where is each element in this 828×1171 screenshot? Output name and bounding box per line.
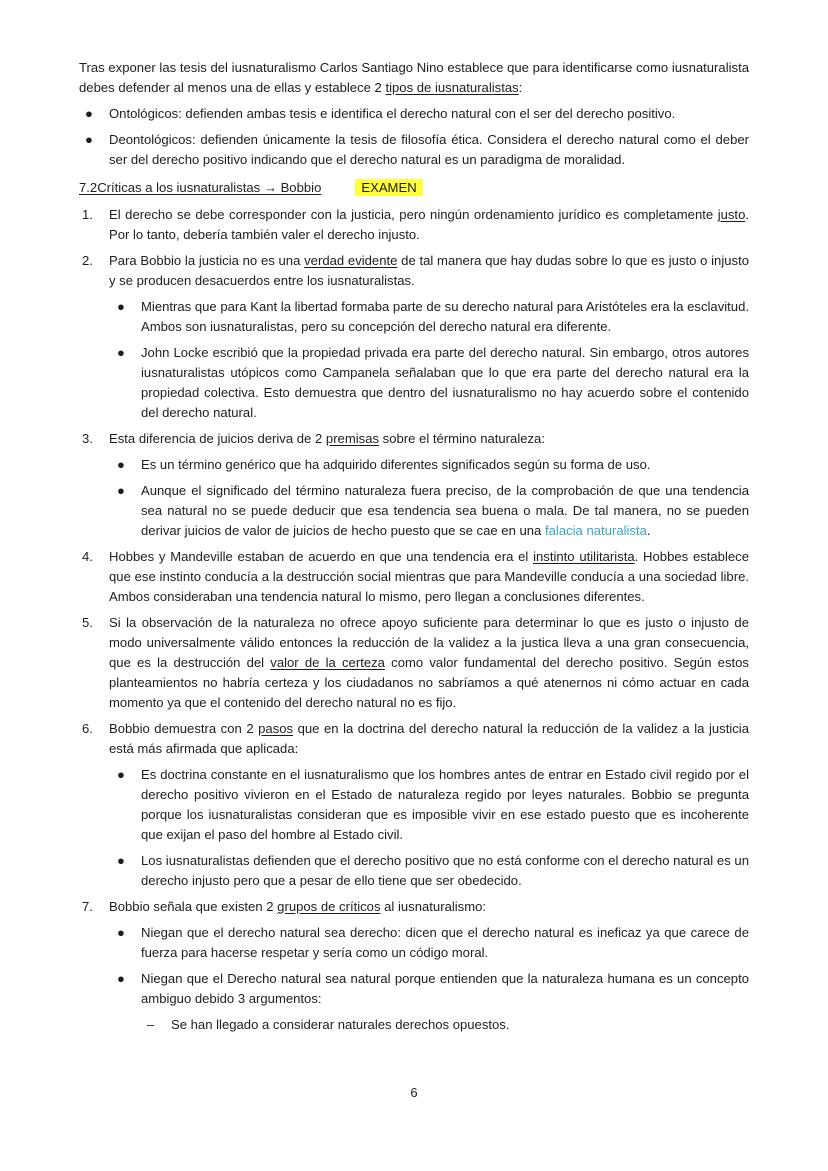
dash-text: Se han llegado a considerar naturales derechos opuestos. [171,1017,510,1032]
sub-bullet-item [79,481,749,541]
list-item-7 [79,897,749,917]
item-text: . Hobbes establece que ese instinto conducía a la destrucción social mientras que para Mandeville conducía a una sociedad libre. Ambos consideraban una tendencia natural lo mismo, pero llegan a conclusiones diferentes. [109,549,749,604]
list-item-2 [79,251,749,291]
item-underlined: verdad evidente [304,253,398,268]
document-page [79,58,749,1035]
list-item-5 [79,613,749,713]
sub-bullet-item [79,851,749,891]
list-item-1 [79,205,749,245]
dash-item [79,1015,749,1035]
item-text: sobre el término naturaleza: [379,431,545,446]
sub-bullet-item [79,969,749,1009]
exam-highlight-badge: EXAMEN [355,179,422,196]
item-text: Bobbio demuestra con 2 [109,721,259,736]
item-text: Bobbio señala que existen 2 [109,899,278,914]
list-number: 5. [82,615,93,630]
section-heading [79,178,749,198]
item-underlined: premisas [325,431,380,446]
list-number: 6. [82,721,93,736]
item-underlined: justo [717,207,746,222]
intro-text: Tras exponer las tesis del iusnaturalismo Carlos Santiago Nino establece que para identificarse como iusnaturalista debes defender al menos una de ellas y establece 2 [79,60,749,95]
bullet-icon: ● [85,106,93,121]
bullet-text: Deontológicos: defienden únicamente la tesis de filosofía ética. Considera el derecho natural como el deber ser del derecho positivo indicando que el derecho natural es un paradigma de moralidad. [109,132,749,167]
sub-bullet-text: Es doctrina constante en el iusnaturalismo que los hombres antes de entrar en Estado civil regido por el derecho positivo vivieron en el Estado de naturaleza regido por leyes naturales. Bobbio se pregunta porque los iusnaturalistas consideran que es imposible vivir en ese estado puesto que es incoherente que exijan el paso del hombre al Estado civil. [141,767,749,842]
sub-bullet-text: Aunque el significado del término naturaleza fuera preciso, de la comprobación de que una tendencia sea natural no se puede deducir que esa tendencia sea buena o mala. De tal manera, no se pueden derivar juicios de valor de juicios de hecho puesto que se cae en una [141,483,749,538]
dash-icon: – [147,1017,155,1032]
sub-bullet-text: Niegan que el Derecho natural sea natural porque entienden que la naturaleza humana es un concepto ambiguo debido 3 argumentos: [141,971,749,1006]
bullet-icon: ● [117,483,125,498]
list-number: 3. [82,431,93,446]
sub-bullet-text: Mientras que para Kant la libertad formaba parte de su derecho natural para Aristóteles era la esclavitud. Ambos son iusnaturalistas, pero su concepción del derecho natural era diferente. [141,299,749,334]
item-text: Esta diferencia de juicios deriva de 2 [109,431,326,446]
item-text: de tal manera que hay dudas sobre lo que es justo o injusto y se producen desacuerdos entre los iusnaturalistas. [109,253,749,288]
sub-bullet-text: Niegan que el derecho natural sea derecho: dicen que el derecho natural es ineficaz ya que carece de fuerza para hacerse respetar y sería como un código moral. [141,925,749,960]
list-item-4 [79,547,749,607]
item-underlined: instinto utilitarista [533,549,635,564]
bullet-icon: ● [117,971,125,986]
bullet-icon: ● [117,925,125,940]
bullet-icon: ● [117,457,125,472]
sub-bullet-text-end: . [646,523,651,538]
sub-bullet-item [79,297,749,337]
section-title: 7.2Críticas a los iusnaturalistas → Bobbio [79,180,322,195]
falacia-naturalista-link[interactable]: falacia naturalista [544,523,647,538]
sub-bullet-text: Los iusnaturalistas defienden que el derecho positivo que no está conforme con el derecho natural es un derecho injusto pero que a pesar de ello tiene que ser obedecido. [141,853,749,888]
item-text: al iusnaturalismo: [380,899,487,914]
sub-bullet-item [79,343,749,423]
item-underlined: grupos de críticos [277,899,381,914]
list-item-6 [79,719,749,759]
bullet-icon: ● [117,767,125,782]
sub-bullet-text: John Locke escribió que la propiedad privada era parte del derecho natural. Sin embargo, otros autores iusnaturalistas utópicos como Campanela señalaban que lo que era parte del derecho natural era la propiedad colectiva. Esto demuestra que dentro del iusnaturalismo no hay acuerdo sobre el contenido del derecho natural. [141,345,749,420]
bullet-icon: ● [117,345,125,360]
item-text: Para Bobbio la justicia no es una [109,253,305,268]
item-text: como valor fundamental del derecho positivo. Según estos planteamientos no habría certeza y los ciudadanos no sabríamos a qué atenernos ni cómo actuar en cada momento ya que el contenido del derecho natural no es fijo. [109,655,749,710]
list-number: 2. [82,253,93,268]
list-number: 4. [82,549,93,564]
bullet-text: Ontológicos: defienden ambas tesis e identifica el derecho natural con el ser del derecho positivo. [109,106,676,121]
sub-bullet-item [79,765,749,845]
item-text: Si la observación de la naturaleza no ofrece apoyo suficiente para determinar lo que es justo o injusto de modo universalmente válido entonces la reducción de la validez a la justica lleva a una gran consecuencia, que es la destrucción del [109,615,749,670]
page-number: 6 [410,1085,418,1100]
intro-text-end: : [518,80,523,95]
item-underlined: pasos [258,721,294,736]
item-underlined: valor de la certeza [270,655,385,670]
bullet-item [79,104,749,124]
sub-bullet-item [79,455,749,475]
item-text: que en la doctrina del derecho natural la reducción de la validez a la justicia está más afirmada que aplicada: [109,721,749,756]
list-number: 1. [82,207,93,222]
bullet-icon: ● [117,853,125,868]
bullet-icon: ● [85,132,93,147]
item-text: . Por lo tanto, debería también valer el derecho injusto. [109,207,749,242]
list-item-3 [79,429,749,449]
intro-paragraph [79,58,749,98]
bullet-icon: ● [117,299,125,314]
item-text: El derecho se debe corresponder con la justicia, pero ningún ordenamiento jurídico es completamente [109,207,718,222]
intro-underlined: tipos de iusnaturalistas [385,80,519,95]
list-number: 7. [82,899,93,914]
sub-bullet-item [79,923,749,963]
item-text: Hobbes y Mandeville estaban de acuerdo en que una tendencia era el [109,549,534,564]
bullet-item [79,130,749,170]
sub-bullet-text: Es un término genérico que ha adquirido diferentes significados según su forma de uso. [141,457,651,472]
